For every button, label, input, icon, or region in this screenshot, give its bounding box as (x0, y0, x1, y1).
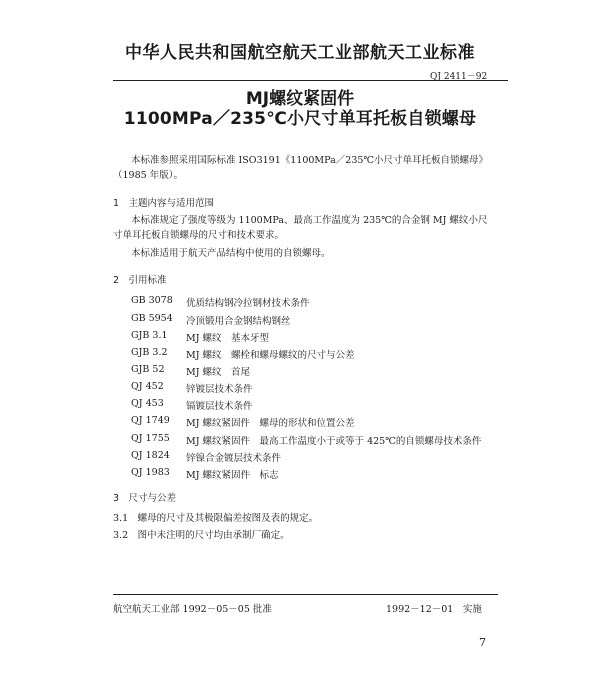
section-1-paragraph-1-line1: 本标准规定了强度等级为 1100MPa、最高工作温度为 235℃的合金钢 MJ 螺纹小尺 (131, 215, 488, 226)
page-number: 7 (479, 636, 486, 649)
reference-title: 冷顶锻用合金钢结构钢丝 (186, 316, 291, 327)
section-1-paragraph-1-line2: 寸单耳托板自锁螺母的尺寸和技术要求。 (113, 230, 285, 241)
reference-code: QJ 1749 (131, 415, 170, 426)
section-3-item-1: 3.1 螺母的尺寸及其极限偏差按图及表的规定。 (113, 513, 319, 524)
section-3-item-2: 3.2 图中未注明的尺寸均由承制厂确定。 (113, 530, 290, 541)
document-title-line1: MJ螺纹紧固件 (245, 89, 355, 109)
reference-title: MJ 螺纹紧固件 最高工作温度小于或等于 425℃的自锁螺母技术条件 (186, 436, 482, 447)
footer-rule (113, 594, 498, 595)
reference-code: QJ 1755 (131, 433, 170, 444)
reference-title: MJ 螺纹紧固件 标志 (186, 470, 279, 481)
section-3-heading: 3 尺寸与公差 (113, 493, 177, 504)
reference-code: QJ 1824 (131, 450, 170, 461)
reference-title: 锌镍合金镀层技术条件 (186, 453, 282, 464)
reference-title: 优质结构钢冷拉钢材技术条件 (186, 298, 310, 309)
approval-date: 航空航天工业部 1992－05－05 批准 (113, 604, 272, 615)
reference-code: QJ 452 (131, 381, 164, 392)
document-title-line2: 1100MPa／235℃小尺寸单耳托板自锁螺母 (123, 109, 477, 129)
standard-number: QJ 2411－92 (430, 72, 488, 82)
reference-title: MJ 螺纹 螺栓和螺母螺纹的尺寸与公差 (186, 350, 355, 361)
section-1-paragraph-2: 本标准适用于航天产品结构中使用的自锁螺母。 (131, 248, 331, 259)
header-rule (113, 80, 508, 81)
section-1-heading: 1 主题内容与适用范围 (113, 198, 215, 209)
standard-header-title: 中华人民共和国航空航天工业部航天工业标准 (125, 43, 475, 63)
reference-title: MJ 螺纹 基本牙型 (186, 333, 270, 344)
reference-code: GB 3078 (131, 295, 173, 306)
reference-title: 锌镀层技术条件 (186, 384, 253, 395)
intro-paragraph-line1: 本标准参照采用国际标准 ISO3191《1100MPa／235℃小尺寸单耳托板自锁螺母》 (131, 155, 489, 166)
section-2-heading: 2 引用标准 (113, 275, 167, 286)
reference-title: 镉镀层技术条件 (186, 401, 253, 412)
effective-date: 1992－12－01 实施 (386, 604, 482, 615)
reference-code: GB 5954 (131, 313, 173, 324)
reference-code: GJB 3.1 (131, 330, 168, 341)
reference-code: GJB 3.2 (131, 347, 168, 358)
reference-title: MJ 螺纹紧固件 螺母的形状和位置公差 (186, 418, 355, 429)
reference-code: GJB 52 (131, 364, 165, 375)
reference-title: MJ 螺纹 首尾 (186, 367, 251, 378)
reference-code: QJ 453 (131, 398, 164, 409)
reference-code: QJ 1983 (131, 467, 170, 478)
intro-paragraph-line2: （1985 年版）。 (113, 170, 183, 181)
